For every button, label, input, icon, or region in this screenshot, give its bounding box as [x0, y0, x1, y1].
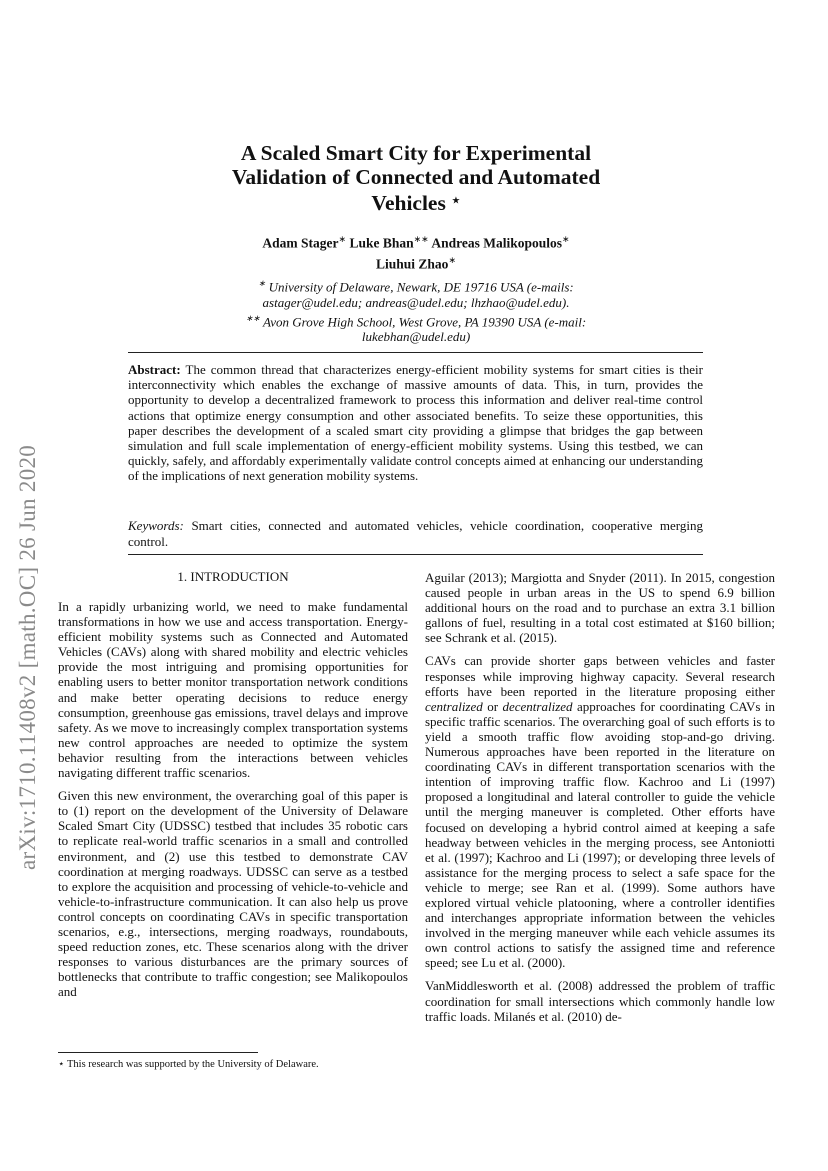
title-line-1: A Scaled Smart City for Experimental	[240, 141, 592, 165]
affiliation-marker: ∗	[448, 254, 456, 265]
abstract	[128, 362, 703, 484]
footnote	[58, 1058, 319, 1070]
abstract-text: The common thread that characterizes energy-efficient mobility systems for smart cities is their interconnectivity which enables the exchange of massive amounts of data. This, in turn, provides the opportunity to develop a decentralized framework to process this information and deliver real-time control actions that optimize energy consumption and other associated benefits. To seize these opportunities, this paper describes the development of a scaled smart city providing a glimpse that bridges the gap between simulation and full scale implementation of energy-efficient mobility systems. Using this testbed, we can quickly, safely, and affordably experimentally validate control concepts aimed at enhancing our understanding of the implications of next generation mobility systems.	[128, 362, 704, 484]
title-line-2: Validation of Connected and Automated	[231, 165, 601, 189]
affiliation-marker: ∗∗	[413, 234, 429, 244]
author-name: Andreas Malikopoulos	[431, 235, 563, 251]
emphasis-text: centralized	[425, 698, 483, 714]
affiliation-line: astager@udel.edu; andreas@udel.edu; lhzhao@udel.edu).	[262, 294, 570, 310]
paragraph-text: approaches for coordinating CAVs in specific traffic scenarios. The overarching goal of such efforts is to yield a smooth traffic flow avoiding stop-and-go driving. Numerous approaches have been reported in the literature on coordinating CAVs in different transportation scenarios with the intention of improving traffic flow. Kachroo and Li (1997) proposed a longitudinal and lateral controller to guide the vehicle until the merging maneuver is completed. Other efforts have focused on developing a hybrid control aimed at keeping a safe headway between vehicles in the merging process, see Antoniotti et al. (1997); Kachroo and Li (1997); or developing three levels of assistance for the merging process to select a safe space for the vehicle to merge; see Ran et al. (1999). Some authors have explored virtual vehicle platooning, where a controller identifies and interchanges appropriate information between the vehicles involved in the merging maneuver while each vehicle assumes its own control actions to satisfy the assigned time and reference speed; see Lu et al. (2000).	[425, 698, 775, 971]
paragraph: VanMiddlesworth et al. (2008) addressed the problem of traffic coordination for small intersections which commonly handle low traffic loads. Milanés et al. (2010) de-	[425, 978, 775, 1024]
left-column	[58, 599, 408, 1007]
paragraph	[425, 653, 775, 970]
paragraph: Given this new environment, the overarching goal of this paper is to (1) report on the development of the University of Delaware Scaled Smart City (UDSSC) testbed that includes 35 robotic cars to replicate real-world traffic scenarios in a small and controlled environment, and (2) use this testbed to demonstrate CAV coordination at merging roadways. UDSSC can serve as a testbed to explore the acquisition and processing of vehicle-to-vehicle and vehicle-to-infrastructure communication. It can also help us prove control concepts on coordinating CAVs in specific transportation scenarios, e.g., intersections, merging roadways, roundabouts, speed reduction zones, etc. These scenarios along with the driver responses to various disturbances are the primary sources of bottlenecks that contribute to traffic congestion; see Malikopoulos and	[58, 788, 408, 1000]
abstract-label: Abstract:	[128, 362, 181, 377]
author-name: Adam Stager	[262, 235, 339, 251]
author-list	[180, 231, 652, 272]
abstract-top-rule	[128, 352, 703, 353]
affiliations	[180, 276, 652, 345]
paragraph-text: CAVs can provide shorter gaps between vehicles and faster responses while improving highway capacity. Several research efforts have been reported in the literature proposing either	[425, 653, 775, 699]
affiliation-line: Avon Grove High School, West Grove, PA 19390 USA (e-mail:	[263, 313, 587, 329]
footnote-star-icon: ⋆	[58, 1059, 65, 1070]
paragraph: Aguilar (2013); Margiotta and Snyder (2011). In 2015, congestion caused people in urban areas in the US to spend 6.9 billion additional hours on the road and to purchase an extra 3.1 billion gallons of fuel, resulting in a total cost estimated at $160 billion; see Schrank et al. (2015).	[425, 570, 775, 646]
paragraph-text: or	[482, 698, 503, 714]
arxiv-identifier: arXiv:1710.11408v2 [math.OC] 26 Jun 2020	[15, 444, 40, 870]
right-column	[425, 570, 775, 1032]
title-line-3: Vehicles	[371, 191, 446, 215]
affiliation-line: lukebhan@udel.edu)	[361, 329, 471, 345]
footnote-rule	[58, 1052, 258, 1053]
keywords	[128, 518, 703, 549]
affiliation-marker: ∗	[562, 234, 570, 244]
author-name: Luke Bhan	[349, 235, 414, 251]
author-name: Liuhui Zhao	[376, 256, 449, 271]
affiliation-marker: ∗∗	[245, 312, 261, 323]
paragraph: In a rapidly urbanizing world, we need to make fundamental transformations in how we use and access transportation. Energy-efficient mobility systems such as Connected and Automated Vehicles (CAVs) along with shared mobility and electric vehicles provide the most intriguing and promising opportunities for enabling users to better monitor transportation network conditions and make better operating decisions to reduce energy consumption, greenhouse gas emissions, travel delays and improve safety. As we move to increasingly complex transportation systems new control approaches are needed to optimize the system behavior resulting from the interactions between vehicles navigating different traffic scenarios.	[58, 599, 408, 781]
title-footnote-star-icon: ⋆	[451, 193, 461, 209]
keywords-text: Smart cities, connected and automated vehicles, vehicle coordination, cooperative merging control.	[128, 518, 703, 549]
emphasis-text: decentralized	[502, 698, 573, 714]
paper-title	[180, 141, 652, 215]
affiliation-marker: ∗	[338, 234, 347, 244]
affiliation-marker: ∗	[258, 278, 266, 288]
footnote-text: This research was supported by the University of Delaware.	[67, 1059, 319, 1070]
keywords-label: Keywords:	[128, 518, 184, 533]
affiliation-line: University of Delaware, Newark, DE 19716 USA (e-mails:	[268, 279, 574, 295]
abstract-bottom-rule	[128, 554, 703, 555]
section-heading: 1. INTRODUCTION	[177, 569, 289, 584]
